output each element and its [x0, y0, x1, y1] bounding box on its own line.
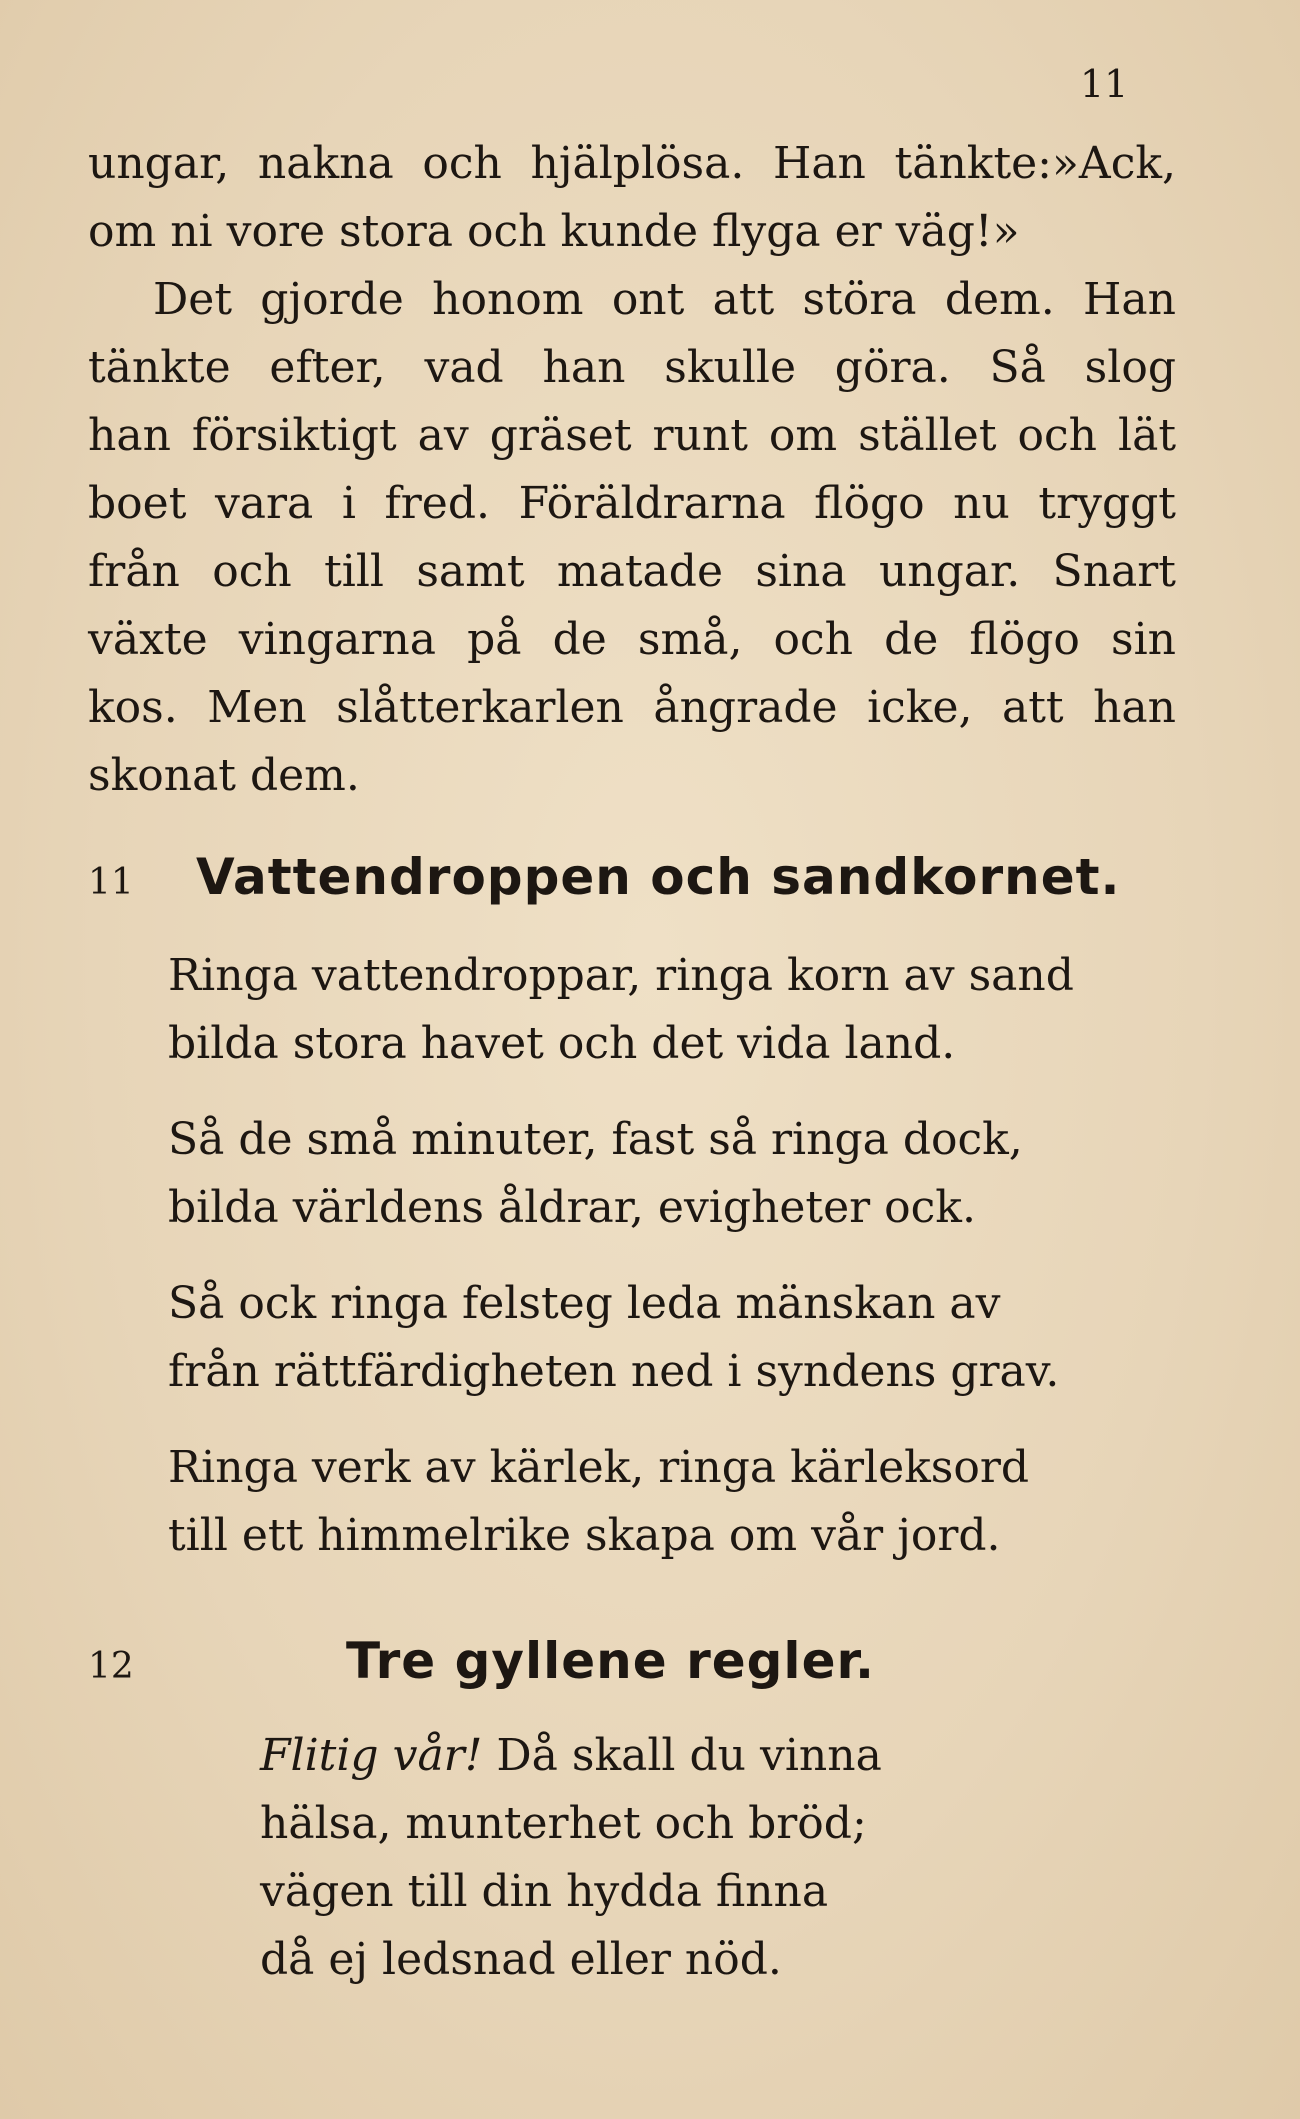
- poem-vattendroppen: [168, 942, 1074, 1598]
- section-title: Tre gyllene regler.: [346, 1632, 876, 1690]
- poem-tre-gyllene-regler: [260, 1722, 882, 1994]
- italic-phrase: Flitig vår!: [260, 1730, 483, 1781]
- prose-line: han försiktigt av gräset runt om stället och lät: [88, 410, 1176, 461]
- prose-paragraph: [88, 130, 1176, 810]
- verse-line: då ej ledsnad eller nöd.: [260, 1934, 782, 1985]
- verse-line: Så ock ringa felsteg leda mänskan av: [168, 1278, 1001, 1329]
- verse-line-rest: Då skall du vinna: [482, 1730, 882, 1781]
- prose-line: boet vara i fred. Föräldrarna flögo nu tryggt: [88, 478, 1176, 529]
- verse-line: till ett himmelrike skapa om vår jord.: [168, 1510, 1001, 1561]
- verse-line: vägen till din hydda finna: [260, 1866, 829, 1917]
- verse-line: [260, 1722, 882, 1790]
- prose-line: växte vingarna på de små, och de flögo sin: [88, 614, 1176, 665]
- prose-line: tänkte efter, vad han skulle göra. Så slog: [88, 342, 1176, 393]
- prose-line: skonat dem.: [88, 750, 360, 801]
- page-number: 11: [1080, 62, 1129, 106]
- verse-line: bilda stora havet och det vida land.: [168, 1018, 956, 1069]
- section-number: 11: [88, 862, 134, 903]
- prose-line: om ni vore stora och kunde flyga er väg!»: [88, 206, 1020, 257]
- verse-line: bilda världens åldrar, evigheter ock.: [168, 1182, 976, 1233]
- stanza: [168, 942, 1074, 1078]
- prose-line: från och till samt matade sina ungar. Snart: [88, 546, 1176, 597]
- verse-line: från rättfärdigheten ned i syndens grav.: [168, 1346, 1060, 1397]
- section-heading-11: [88, 848, 1188, 918]
- stanza: [168, 1270, 1074, 1406]
- stanza: [168, 1106, 1074, 1242]
- verse-line: Så de små minuter, fast så ringa dock,: [168, 1114, 1023, 1165]
- prose-line: kos. Men slåtterkarlen ångrade icke, att han: [88, 682, 1176, 733]
- prose-line: ungar, nakna och hjälplösa. Han tänkte:»Ack,: [88, 138, 1176, 189]
- verse-line: Ringa verk av kärlek, ringa kärleksord: [168, 1442, 1030, 1493]
- section-heading-12: [88, 1632, 1188, 1702]
- verse-line: hälsa, munterhet och bröd;: [260, 1798, 867, 1849]
- verse-line: Ringa vattendroppar, ringa korn av sand: [168, 950, 1074, 1001]
- prose-line: Det gjorde honom ont att störa dem. Han: [153, 274, 1176, 325]
- section-number: 12: [88, 1646, 134, 1687]
- section-title: Vattendroppen och sandkornet.: [196, 848, 1121, 906]
- stanza: [168, 1434, 1074, 1570]
